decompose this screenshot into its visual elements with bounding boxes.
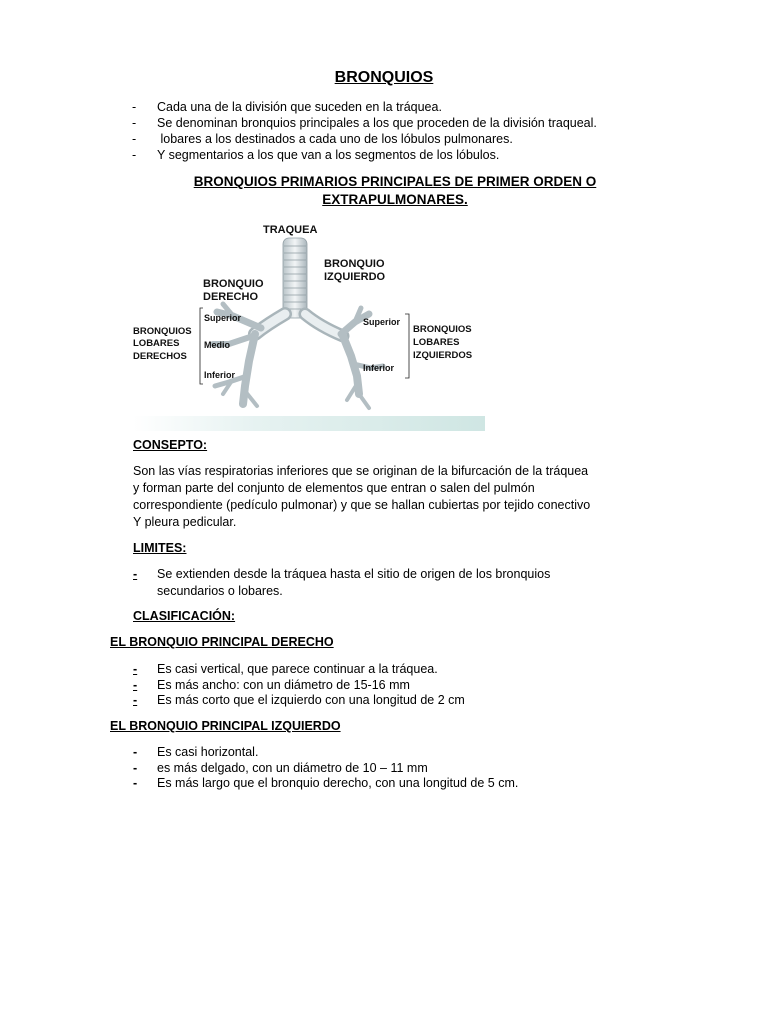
label-superior-derecho: Superior <box>204 313 242 323</box>
derecho-list <box>133 662 673 709</box>
list-marker: - <box>133 760 138 775</box>
list-item <box>132 131 692 147</box>
consepto-line: y forman parte del conjunto de elementos que entran o salen del pulmón <box>133 481 535 495</box>
list-item-text: Se denominan bronquios principales a los que proceden de la división traqueal. <box>157 116 597 130</box>
limites-heading: LIMITES: <box>133 541 187 555</box>
bronchi-diagram <box>133 216 485 431</box>
trachea-shape <box>283 238 307 318</box>
list-marker: - <box>133 662 138 676</box>
label-superior-izquierdo: Superior <box>363 317 401 327</box>
consepto-heading: CONSEPTO: <box>133 438 208 452</box>
consepto-paragraph <box>133 463 663 531</box>
list-item <box>132 147 692 163</box>
label-bronquio-izquierdo-2: IZQUIERDO <box>324 271 386 283</box>
clasificacion-heading: CLASIFICACIÓN: <box>133 609 236 623</box>
list-item-text: es más delgado, con un diámetro de 10 – 11 mm <box>157 760 428 775</box>
list-marker: - <box>133 776 138 790</box>
label-inferior-izquierdo: Inferior <box>363 363 395 373</box>
list-marker: - <box>133 567 138 581</box>
list-item-text: Es más largo que el bronquio derecho, con una longitud de 5 cm. <box>157 776 519 790</box>
label-bronquio-derecho-2: DERECHO <box>203 291 259 303</box>
list-item-text: Es más ancho: con un diámetro de 15-16 mm <box>157 677 410 692</box>
list-item <box>133 678 673 694</box>
page-title: BRONQUIOS <box>334 69 434 86</box>
right-bracket <box>200 308 203 384</box>
derecho-heading: EL BRONQUIO PRINCIPAL DERECHO <box>110 635 334 649</box>
list-item-text: Es más corto que el izquierdo con una longitud de 2 cm <box>157 693 465 707</box>
limites-list <box>133 566 673 600</box>
label-inferior-derecho: Inferior <box>204 370 236 380</box>
label-medio: Medio <box>204 340 230 350</box>
list-item <box>133 776 673 792</box>
list-item-text: Es casi vertical, que parece continuar a la tráquea. <box>157 662 438 676</box>
izquierdo-list <box>133 745 673 792</box>
list-dash: - <box>132 132 137 146</box>
list-item <box>132 99 692 115</box>
label-lobares-izquierdos-3: IZQUIERDOS <box>413 350 473 361</box>
list-item-text: lobares a los destinados a cada uno de los lóbulos pulmonares. <box>157 132 513 146</box>
list-marker: - <box>133 693 138 707</box>
intro-list <box>132 99 692 163</box>
consepto-line: Son las vías respiratorias inferiores que se originan de la bifurcación de la tráquea <box>133 464 589 478</box>
list-item-text: Y segmentarios a los que van a los segmentos de los lóbulos. <box>157 148 500 162</box>
list-dash: - <box>132 116 137 130</box>
list-item <box>133 745 673 761</box>
label-traquea: TRAQUEA <box>263 224 318 236</box>
label-lobares-derechos-3: DERECHOS <box>133 351 187 362</box>
label-bronquio-derecho-1: BRONQUIO <box>203 278 264 290</box>
list-item <box>132 115 692 131</box>
izquierdo-heading: EL BRONQUIO PRINCIPAL IZQUIERDO <box>110 719 341 733</box>
list-item <box>133 566 673 583</box>
list-marker: - <box>133 745 138 759</box>
list-marker: - <box>133 677 138 692</box>
label-lobares-izquierdos-2: LOBARES <box>413 337 460 348</box>
list-item-text: Se extienden desde la tráquea hasta el sitio de origen de los bronquios <box>157 567 551 581</box>
label-lobares-izquierdos-1: BRONQUIOS <box>413 324 472 335</box>
list-dash: - <box>132 100 137 114</box>
left-bracket <box>405 314 409 378</box>
list-item <box>133 693 673 709</box>
list-dash: - <box>132 148 137 162</box>
section-subtitle: BRONQUIOS PRIMARIOS PRINCIPALES DE PRIMER ORDEN O EXTRAPULMONARES. <box>193 174 597 207</box>
list-item <box>133 662 673 678</box>
consepto-line: correspondiente (pedículo pulmonar) y que se hallan cubiertas por tejido conectivo <box>133 498 591 512</box>
label-bronquio-izquierdo-1: BRONQUIO <box>324 258 385 270</box>
figure-bottom-band <box>133 416 485 431</box>
list-item-continuation: secundarios o lobares. <box>157 584 283 598</box>
list-item <box>133 761 673 777</box>
consepto-line: Y pleura pedicular. <box>133 515 237 529</box>
label-lobares-derechos-1: BRONQUIOS <box>133 326 192 337</box>
list-item-text: Es casi horizontal. <box>157 745 259 759</box>
label-lobares-derechos-2: LOBARES <box>133 338 180 349</box>
list-item-text: Cada una de la división que suceden en la tráquea. <box>157 100 442 114</box>
